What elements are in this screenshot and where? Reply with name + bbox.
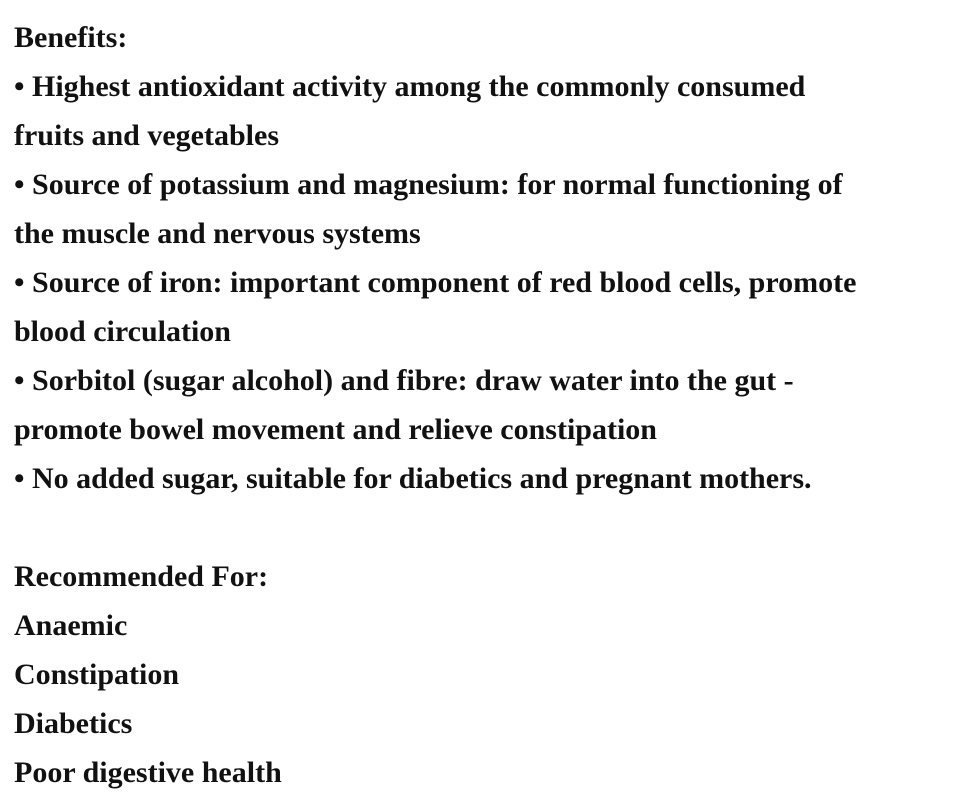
benefit-item [14, 356, 954, 454]
recommended-item: Diabetics [14, 707, 133, 740]
benefit-line: promote bowel movement and relieve constipation [14, 413, 657, 446]
benefits-list [14, 62, 954, 503]
benefit-line: • Source of iron: important component of red blood cells, promote [14, 266, 857, 299]
benefit-line: • No added sugar, suitable for diabetics and pregnant mothers. [14, 462, 812, 495]
benefit-item [14, 258, 954, 356]
benefit-item [14, 160, 954, 258]
benefit-item [14, 62, 954, 160]
benefits-heading: Benefits: [14, 21, 128, 54]
section-spacer [14, 503, 954, 552]
document-body [14, 13, 954, 797]
benefit-line: • Sorbitol (sugar alcohol) and fibre: draw water into the gut - [14, 364, 794, 397]
benefit-line: the muscle and nervous systems [14, 217, 421, 250]
benefit-line: • Highest antioxidant activity among the commonly consumed [14, 70, 806, 103]
benefit-line: fruits and vegetables [14, 119, 279, 152]
recommended-item: Constipation [14, 658, 180, 691]
recommended-list [14, 601, 954, 797]
recommended-item: Anaemic [14, 609, 128, 642]
benefit-item [14, 454, 954, 503]
recommended-item: Poor digestive health [14, 756, 282, 789]
benefit-line: blood circulation [14, 315, 231, 348]
recommended-heading: Recommended For: [14, 560, 269, 593]
benefit-line: • Source of potassium and magnesium: for normal functioning of [14, 168, 843, 201]
